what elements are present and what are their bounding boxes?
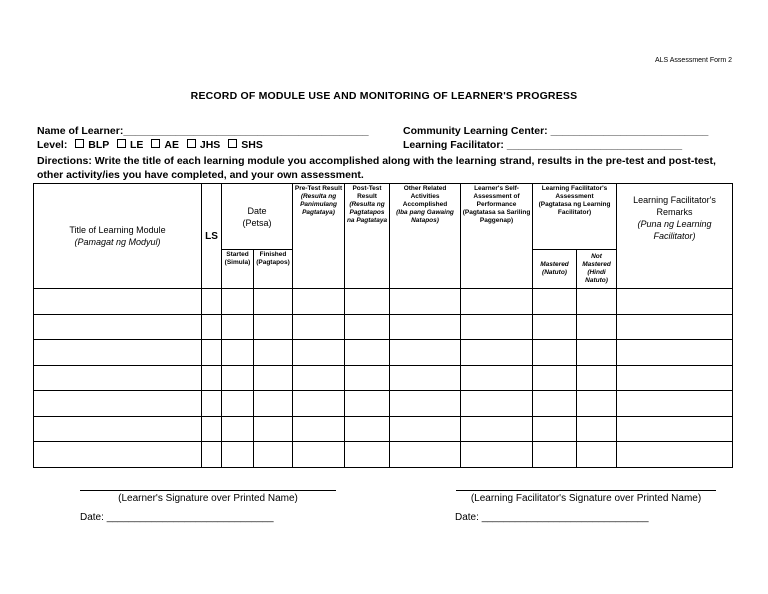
table-cell[interactable] [617,442,733,468]
table-cell[interactable] [577,442,617,468]
le-checkbox[interactable] [117,139,126,148]
table-cell[interactable] [293,314,345,340]
table-row [34,289,733,315]
header-lfa-sub: (Pagtatasa ng Learning Facilitator) [538,201,611,216]
table-cell[interactable] [617,340,733,366]
facilitator-date-line: ______________________________ [481,512,649,523]
form-code: ALS Assessment Form 2 [654,57,732,64]
table-cell[interactable] [577,340,617,366]
table-cell[interactable] [254,365,293,391]
table-cell[interactable] [254,391,293,417]
header-other-sub: (Iba pang Gawaing Natapos) [396,209,454,224]
table-cell[interactable] [293,391,345,417]
table-cell[interactable] [461,442,533,468]
clc-label: Community Learning Center: [403,125,548,137]
header-date-label: Date [247,205,267,216]
table-cell[interactable] [254,416,293,442]
header-lfa-label: Learning Facilitator's Assessment [541,185,608,200]
table-cell[interactable] [34,314,202,340]
table-cell[interactable] [461,365,533,391]
facilitator-signature-label: (Learning Facilitator's Signature over Printed Name) [470,493,702,504]
table-cell[interactable] [254,442,293,468]
table-cell[interactable] [577,314,617,340]
table-cell[interactable] [293,416,345,442]
header-remarks-sub: (Puna ng Learning Facilitator) [637,219,712,241]
learner-signature-label: (Learner's Signature over Printed Name) [118,493,298,504]
learner-signature-line[interactable] [80,490,336,491]
table-cell[interactable] [222,365,254,391]
header-finished-sub: (Pagtapos) [256,259,290,266]
table-row [34,391,733,417]
header-facilitator-assessment [533,184,617,250]
header-pre-test-label: Pre-Test Result [294,185,343,192]
header-date [222,184,293,250]
header-mastered-sub: (Natuto) [542,269,567,276]
name-of-learner-field[interactable] [37,125,369,137]
table-cell[interactable] [577,365,617,391]
header-started-sub: (Simula) [224,259,251,266]
header-post-test [345,184,390,289]
table-cell[interactable] [202,340,222,366]
header-pre-test [293,184,345,289]
learner-date-field[interactable] [80,512,274,523]
table-cell[interactable] [345,289,390,315]
table-cell[interactable] [345,391,390,417]
table-cell[interactable] [34,365,202,391]
blp-label: BLP [88,139,110,151]
table-cell[interactable] [202,442,222,468]
header-title-sub: (Pamagat ng Modyul) [74,237,161,247]
header-ls: LS [202,184,222,289]
table-cell[interactable] [390,391,461,417]
table-cell[interactable] [345,442,390,468]
shs-checkbox[interactable] [228,139,237,148]
facilitator-signature-line[interactable] [456,490,716,491]
table-cell[interactable] [533,442,577,468]
directions-text: Directions: Write the title of each learning module you accomplished along with the learning strand, results in the pre-test and post-test, other activity/ies you have completed, and your own assessment. [37,155,716,181]
header-post-test-label: Post-Test Result [352,185,382,200]
table-cell[interactable] [293,340,345,366]
level-label: Level: [37,139,68,151]
table-cell[interactable] [345,365,390,391]
table-row [34,442,733,468]
table-cell[interactable] [533,340,577,366]
header-post-test-sub: (Resulta ng Pagtatapos na Pagtataya [346,201,388,224]
header-title-of-module [34,184,202,289]
jhs-label: JHS [199,139,221,151]
jhs-checkbox[interactable] [187,139,196,148]
table-cell[interactable] [254,289,293,315]
header-date-sub: (Petsa) [242,217,272,228]
table-cell[interactable] [345,416,390,442]
table-cell[interactable] [617,391,733,417]
table-cell[interactable] [254,340,293,366]
table-row [34,365,733,391]
name-of-learner-label: Name of Learner: [37,125,124,137]
header-mastered [533,250,577,289]
header-not-mastered-sub: (Hindi Natuto) [585,269,608,284]
table-cell[interactable] [461,416,533,442]
ae-checkbox[interactable] [151,139,160,148]
table-cell[interactable] [617,365,733,391]
table-cell[interactable] [293,365,345,391]
table-cell[interactable] [461,289,533,315]
header-mastered-label: Mastered [540,261,569,268]
table-cell[interactable] [222,314,254,340]
community-learning-center-field[interactable] [403,125,708,137]
table-cell[interactable] [390,314,461,340]
form-title: RECORD OF MODULE USE AND MONITORING OF LEARNER'S PROGRESS [190,90,578,102]
table-cell[interactable] [390,442,461,468]
shs-label: SHS [241,139,263,151]
table-cell[interactable] [222,416,254,442]
table-cell[interactable] [202,365,222,391]
table-cell[interactable] [533,416,577,442]
table-cell[interactable] [293,289,345,315]
learner-date-label: Date: [80,512,104,523]
table-cell[interactable] [222,391,254,417]
ae-label: AE [164,139,179,151]
table-cell[interactable] [461,340,533,366]
table-cell[interactable] [533,365,577,391]
header-pre-test-sub: (Resulta ng Panimulang Pagtataya) [300,193,337,216]
table-row [34,340,733,366]
header-not-mastered-label: Not Mastered [582,253,611,268]
learning-facilitator-label: Learning Facilitator: [403,139,504,151]
table-cell[interactable] [202,391,222,417]
table-cell[interactable] [461,391,533,417]
table-cell[interactable] [533,314,577,340]
table-cell[interactable] [202,416,222,442]
table-body [34,289,733,468]
table-cell[interactable] [533,289,577,315]
table-cell[interactable] [34,391,202,417]
header-not-mastered [577,250,617,289]
header-title-label: Title of Learning Module [69,225,166,235]
module-record-table [33,183,733,468]
header-remarks [617,184,733,289]
table-cell[interactable] [34,442,202,468]
table-cell[interactable] [254,314,293,340]
header-self-assessment [461,184,533,289]
table-cell[interactable] [617,416,733,442]
table-cell[interactable] [617,289,733,315]
table-cell[interactable] [222,289,254,315]
header-started [222,250,254,289]
facilitator-date-label: Date: [455,512,479,523]
table-cell[interactable] [34,416,202,442]
table-row [34,314,733,340]
clc-line: ___________________________ [550,125,709,137]
header-finished-label: Finished [259,251,287,258]
table-cell[interactable] [617,314,733,340]
table-cell[interactable] [222,442,254,468]
table-cell[interactable] [34,340,202,366]
table-cell[interactable] [390,340,461,366]
table-cell[interactable] [222,340,254,366]
level-field [37,139,263,151]
facilitator-date-field[interactable] [455,512,649,523]
table-cell[interactable] [345,314,390,340]
table-cell[interactable] [577,391,617,417]
header-remarks-label: Learning Facilitator's Remarks [633,195,716,217]
learner-date-line: ______________________________ [106,512,274,523]
learning-facilitator-field[interactable] [403,139,682,151]
le-label: LE [130,139,144,151]
header-self-label: Learner's Self-Assessment of Performance [473,185,520,208]
header-started-label: Started [226,251,249,258]
header-other-activities [390,184,461,289]
table-cell[interactable] [202,289,222,315]
name-of-learner-line: __________________________________________ [123,125,369,137]
table-cell[interactable] [390,365,461,391]
table-cell[interactable] [390,416,461,442]
learning-facilitator-line: ______________________________ [506,139,683,151]
table-cell[interactable] [577,416,617,442]
table-cell[interactable] [293,442,345,468]
table-cell[interactable] [533,391,577,417]
table-cell[interactable] [577,289,617,315]
header-other-label: Other Related Activities Accomplished [402,185,448,208]
table-cell[interactable] [345,340,390,366]
table-cell[interactable] [390,289,461,315]
table-cell[interactable] [202,314,222,340]
header-self-sub: (Pagtatasa sa Sariling Paggenap) [462,209,531,224]
blp-checkbox[interactable] [75,139,84,148]
table-cell[interactable] [34,289,202,315]
table-cell[interactable] [461,314,533,340]
table-row [34,416,733,442]
header-finished [254,250,293,289]
